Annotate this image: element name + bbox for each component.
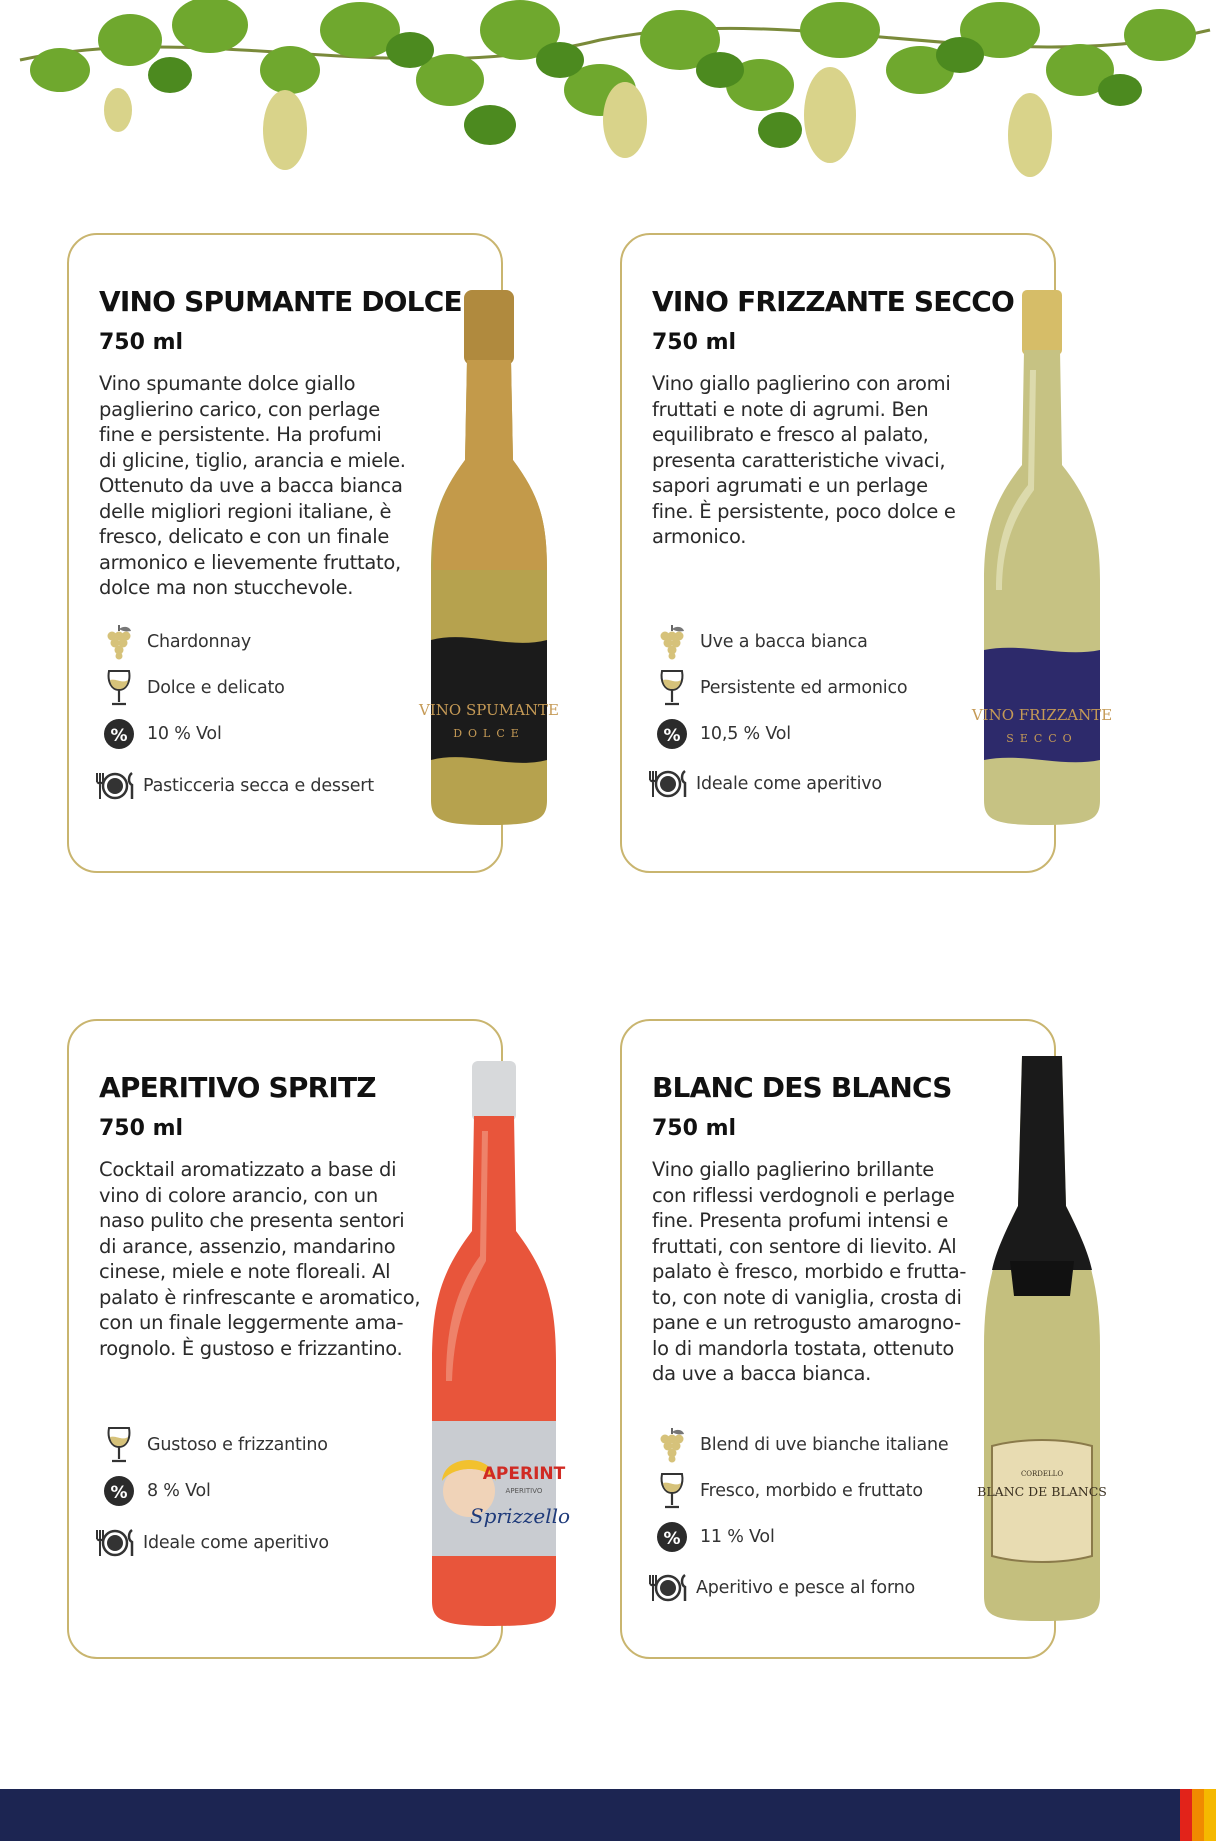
feature-taste: Gustoso e frizzantino	[99, 1425, 328, 1465]
product-description: Vino giallo paglierino brillante con riflessi verdognoli e perlage fine. Presenta profumi intensi e fruttati, con sentore di lievito. Al palato è fresco, morbido e frutta- to, con note di vaniglia, crosta di pane e un retrogusto amarogno- lo di mandorla tostata, ottenuto da uve a bacca bianca.	[652, 1158, 967, 1385]
wine-glass-icon	[99, 668, 139, 708]
wine-glass-icon	[99, 1425, 139, 1465]
product-description: Vino giallo paglierino con aromi fruttati e note di agrumi. Ben equilibrato e fresco al palato, presenta caratteristiche vivaci, sapori agrumati e un perlage fine. È persistente, poco dolce e armonico.	[652, 372, 956, 548]
blanc-des-blancs-bottle	[977, 1056, 1107, 1626]
product-title: BLANC DES BLANCS	[652, 1071, 952, 1104]
feature-pairing: Ideale come aperitivo	[95, 1523, 329, 1563]
footer-bar	[0, 1789, 1216, 1841]
grape-vine-banner	[0, 0, 1216, 200]
svg-text:APERITIVO: APERITIVO	[505, 1487, 543, 1495]
plate-cutlery-icon	[95, 1523, 135, 1563]
svg-text:SECCO: SECCO	[1006, 732, 1078, 745]
svg-text:%: %	[110, 1483, 128, 1503]
percent-icon	[652, 1517, 692, 1557]
percent-icon	[99, 1471, 139, 1511]
product-card-aperitivo-spritz	[67, 1019, 571, 1659]
brand-stripe-yellow	[1204, 1789, 1216, 1841]
wine-glass-icon	[652, 668, 692, 708]
brand-stripe-orange	[1192, 1789, 1204, 1841]
svg-text:BLANC DE BLANCS: BLANC DE BLANCS	[977, 1484, 1107, 1499]
svg-text:%: %	[663, 1529, 681, 1549]
brand-stripe-red	[1180, 1789, 1192, 1841]
product-card-frizzante-secco	[620, 233, 1113, 873]
grapes-icon	[652, 622, 692, 662]
feature-taste: Persistente ed armonico	[652, 668, 907, 708]
product-title: APERITIVO SPRITZ	[99, 1071, 376, 1104]
feature-alcohol: % 10,5 % Vol	[652, 714, 791, 754]
feature-taste: Fresco, morbido e fruttato	[652, 1471, 923, 1511]
percent-icon	[99, 714, 139, 754]
spumante-dolce-bottle	[419, 290, 559, 830]
svg-text:CORDELLO: CORDELLO	[1020, 1470, 1064, 1478]
product-card-spumante-dolce	[67, 233, 559, 873]
product-volume: 750 ml	[99, 330, 184, 355]
svg-text:APERINT: APERINT	[482, 1464, 566, 1484]
product-title: VINO FRIZZANTE SECCO	[652, 285, 1015, 318]
product-volume: 750 ml	[652, 330, 737, 355]
feature-alcohol: % 11 % Vol	[652, 1517, 775, 1557]
feature-alcohol: % 8 % Vol	[99, 1471, 211, 1511]
svg-text:VINO FRIZZANTE: VINO FRIZZANTE	[971, 706, 1113, 724]
plate-cutlery-icon	[648, 1568, 688, 1608]
feature-taste: Dolce e delicato	[99, 668, 285, 708]
feature-pairing: Pasticceria secca e dessert	[95, 766, 374, 806]
feature-grape: Chardonnay	[99, 622, 251, 662]
aperitivo-spritz-bottle	[424, 1061, 571, 1631]
product-volume: 750 ml	[652, 1116, 737, 1141]
svg-text:DOLCE: DOLCE	[453, 727, 525, 740]
product-card-blanc-des-blancs	[620, 1019, 1107, 1659]
product-description: Vino spumante dolce giallo paglierino carico, con perlage fine e persistente. Ha profumi di glicine, tiglio, arancia e miele. Ottenuto da uve a bacca bianca delle migliori regioni italiane, è fresco, delicato e con un finale armonico e lievemente fruttato, dolce ma non stucchevole.	[99, 372, 406, 599]
svg-text:VINO SPUMANTE: VINO SPUMANTE	[419, 701, 559, 719]
svg-text:%: %	[663, 726, 681, 746]
frizzante-secco-bottle	[971, 290, 1113, 830]
product-title: VINO SPUMANTE DOLCE	[99, 285, 462, 318]
grapes-icon	[652, 1425, 692, 1465]
feature-pairing: Aperitivo e pesce al forno	[648, 1568, 915, 1608]
percent-icon	[652, 714, 692, 754]
grapes-icon	[99, 622, 139, 662]
feature-pairing: Ideale come aperitivo	[648, 764, 882, 804]
svg-text:Sprizzello: Sprizzello	[469, 1504, 571, 1528]
feature-grape: Uve a bacca bianca	[652, 622, 868, 662]
wine-glass-icon	[652, 1471, 692, 1511]
plate-cutlery-icon	[95, 766, 135, 806]
product-volume: 750 ml	[99, 1116, 184, 1141]
feature-alcohol: % 10 % Vol	[99, 714, 222, 754]
plate-cutlery-icon	[648, 764, 688, 804]
feature-grape: Blend di uve bianche italiane	[652, 1425, 949, 1465]
product-description: Cocktail aromatizzato a base di vino di colore arancio, con un naso pulito che presenta sentori di arance, assenzio, mandarino cinese, miele e note floreali. Al palato è rinfrescante e aromatico, con un finale leggermente ama- rognolo. È gustoso e frizzantino.	[99, 1158, 421, 1360]
svg-text:%: %	[110, 726, 128, 746]
